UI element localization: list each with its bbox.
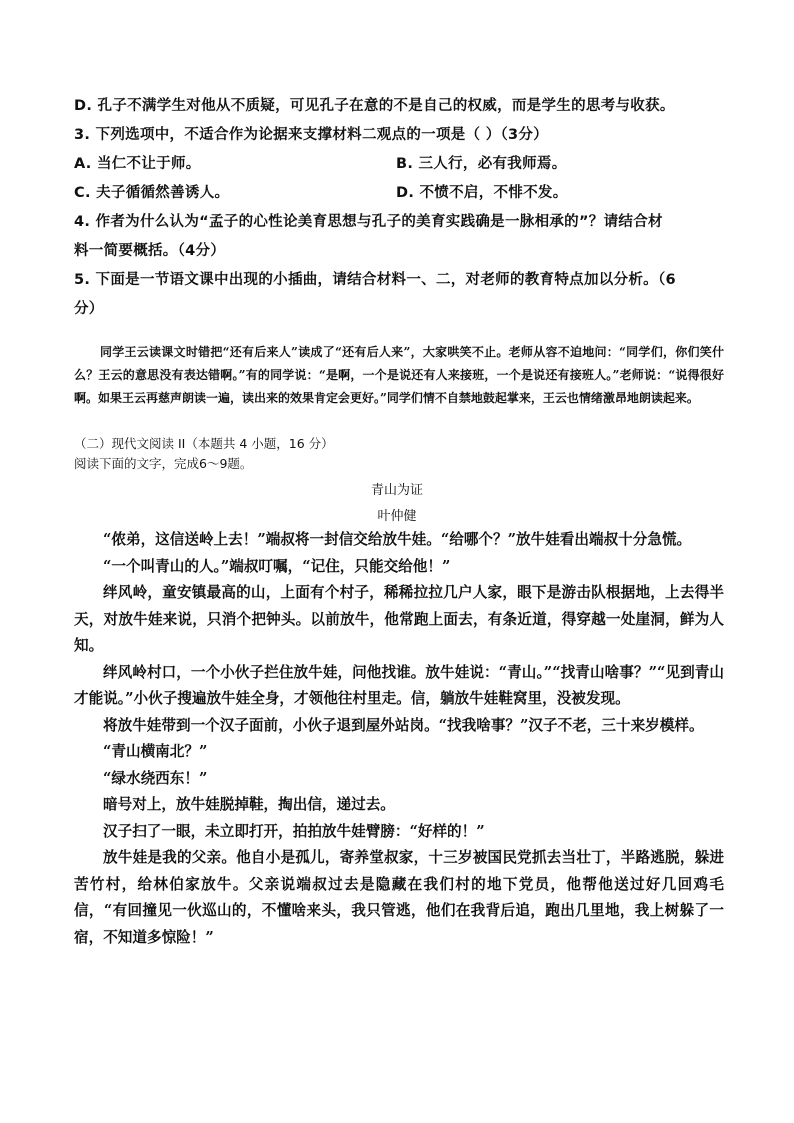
material-box — [74, 341, 724, 410]
story-paragraph: 绊风岭，童安镇最高的山，上面有个村子，稀稀拉拉几户人家，眼下是游击队根据地，上去得半天，对放牛娃来说，只消个把钟头。以前放牛，他常跑上面去，有条近道，得穿越一处崖洞，鲜为人知。 — [74, 584, 724, 654]
story-paragraph: 将放牛娃带到一个汉子面前，小伙子退到屋外站岗。“找我啥事？”汉子不老，三十来岁模样。 — [103, 716, 704, 734]
story-paragraph: “一个叫青山的人。”端叔叮嘱，“记住，只能交给他！” — [103, 557, 451, 575]
story-author: 叶仲健 — [377, 509, 417, 524]
story-paragraph: 暗号对上，放牛娃脱掉鞋，掏出信，递过去。 — [103, 796, 395, 813]
q3-stem: 3. 下列选项中，不适合作为论据来支撑材料二观点的一项是（ ）（3分） — [74, 127, 549, 143]
q2-option-d: D. 孔子不满学生对他从不质疑，可见孔子在意的不是自己的权威，而是学生的思考与收获。 — [74, 98, 675, 114]
story-paragraph: 放牛娃是我的父亲。他自小是孤儿，寄养堂叔家，十三岁被国民党抓去当壮丁，半路逃脱，躲进苦竹村，给林伯家放牛。父亲说端叔过去是隐藏在我们村的地下党员，他帮他送过好几回鸡毛信，“有回撞见一伙巡山的，不懂啥来头，我只管逃，他们在我背后追，跑出几里地，我上树躲了一宿，不知道多惊险！” — [74, 849, 724, 946]
story-paragraph: 汉子扫了一眼，未立即打开，拍拍放牛娃臂膀：“好样的！” — [103, 822, 485, 840]
q3-option-d: D. 不愤不启，不悱不发。 — [396, 185, 568, 201]
q5-line-1: 5. 下面是一节语文课中出现的小插曲，请结合材料一、二，对老师的教育特点加以分析。（6 — [74, 272, 676, 288]
q3-option-c: C. 夫子循循然善诱人。 — [74, 185, 230, 201]
question-block — [74, 92, 734, 324]
section-instruction: 阅读下面的文字，完成6～9题。 — [74, 456, 253, 471]
story-paragraph: 绊风岭村口，一个小伙子拦住放牛娃，问他找谁。放牛娃说：“青山。”“找青山啥事？”“见到青山才能说。”小伙子搜遍放牛娃全身，才领他往村里走。信，躺放牛娃鞋窝里，没被发现。 — [74, 663, 724, 707]
story-title: 青山为证 — [370, 483, 423, 498]
q4-line-2: 料一简要概括。（4分） — [74, 243, 226, 259]
section-heading — [74, 434, 724, 474]
q3-options-row-2 — [74, 179, 734, 208]
q4-line-1: 4. 作者为什么认为“孟子的心性论美育思想与孔子的美育实践确是一脉相承的”？请结合材 — [74, 214, 663, 230]
section-header: （二）现代文阅读 II（本题共 4 小题，16 分） — [74, 436, 334, 451]
material-paragraph: 同学王云读课文时错把“还有后来人”读成了“还有后人来”，大家哄笑不止。老师从容不迫地问：“同学们，你们笑什么？王云的意思没有表达错啊。”有的同学说：“是啊，一个是说还有人来接班，一个是说还有接班人。”老师说：“说得很好啊。如果王云再慈声朗读一遍，读出来的效果肯定会更好。”同学们情不自禁地鼓起掌来，王云也情绪激昂地朗读起来。 — [74, 345, 724, 405]
story-paragraph: “绿水绕西东！” — [103, 769, 208, 787]
story-paragraph: “青山横南北？” — [103, 743, 208, 760]
q3-option-b: B. 三人行，必有我师焉。 — [396, 156, 567, 172]
q3-option-a: A. 当仁不让于师。 — [74, 156, 201, 172]
story-paragraph: “侬弟，这信送岭上去！”端叔将一封信交给放牛娃。“给哪个？”放牛娃看出端叔十分急慌。 — [103, 531, 692, 548]
q5-line-2: 分） — [74, 301, 104, 317]
q3-options-row-1 — [74, 150, 734, 179]
story-body — [74, 527, 724, 951]
